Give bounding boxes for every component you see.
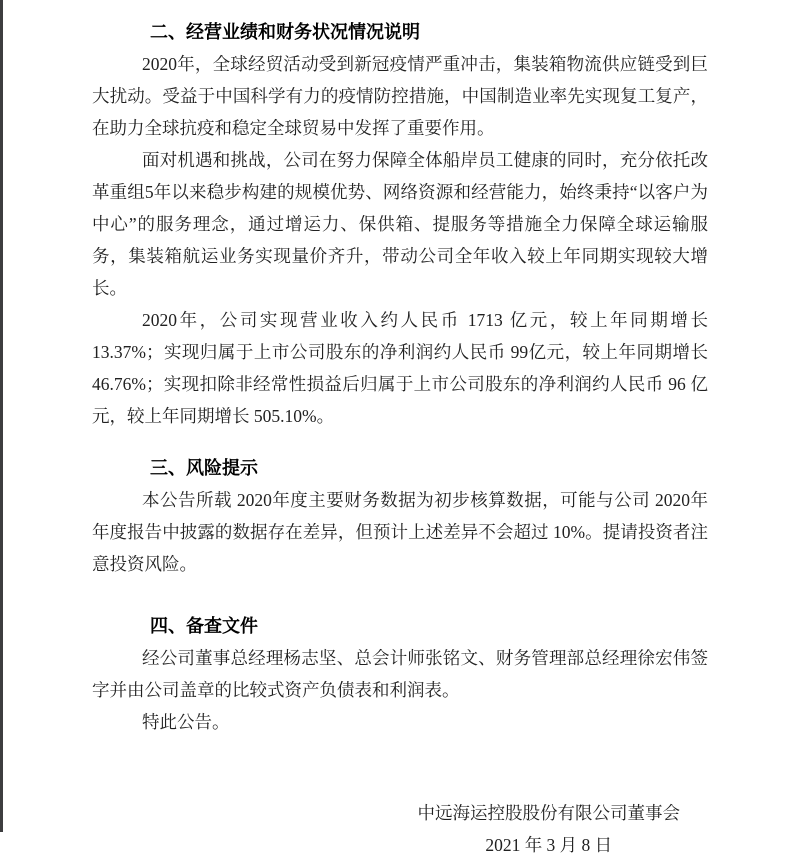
paragraph-financial-results: 2020年，公司实现营业收入约人民币 1713 亿元，较上年同期增长 13.37%；实现归属于上市公司股东的净利润约人民币 99亿元，较上年同期增长 46.76%；实现扣除非经常性损益后归属于上市公司股东的净利润约人民币 96 亿元，较上年同期增长 505.10%。 bbox=[92, 310, 708, 426]
paragraph-risk-statement: 本公告所载 2020年度主要财务数据为初步核算数据，可能与公司 2020年年度报告中披露的数据存在差异，但预计上述差异不会超过 10%。提请投资者注意投资风险。 bbox=[92, 490, 708, 574]
section-business-performance bbox=[92, 16, 708, 432]
signature-block bbox=[418, 797, 681, 861]
signature-date: 2021 年 3 月 8 日 bbox=[485, 835, 613, 855]
section-heading-business-performance: 二、经营业绩和财务状况情况说明 bbox=[150, 22, 420, 42]
section-heading-risk-notice: 三、风险提示 bbox=[150, 458, 258, 478]
paragraph-company-response: 面对机遇和挑战，公司在努力保障全体船岸员工健康的同时，充分依托改革重组5年以来稳步构建的规模优势、网络资源和经营能力，始终秉持“以客户为中心”的服务理念，通过增运力、保供箱、提服务等措施全力保障全球运输服务，集装箱航运业务实现量价齐升，带动公司全年收入较上年同期实现较大增长。 bbox=[92, 150, 708, 298]
section-risk-notice bbox=[92, 452, 708, 580]
paragraph-announcement-closing: 特此公告。 bbox=[142, 712, 230, 732]
section-reference-documents bbox=[92, 610, 708, 738]
page-left-edge-line bbox=[0, 0, 3, 832]
signature-company-name: 中远海运控股股份有限公司董事会 bbox=[417, 803, 680, 823]
section-heading-reference-documents: 四、备查文件 bbox=[150, 616, 258, 636]
paragraph-global-trade-impact: 2020年，全球经贸活动受到新冠疫情严重冲击，集装箱物流供应链受到巨大扰动。受益于中国科学有力的疫情防控措施，中国制造业率先实现复工复产，在助力全球抗疫和稳定全球贸易中发挥了重要作用。 bbox=[92, 54, 708, 138]
paragraph-reference-documents: 经公司董事总经理杨志坚、总会计师张铭文、财务管理部总经理徐宏伟签字并由公司盖章的比较式资产负债表和利润表。 bbox=[92, 648, 708, 700]
document-body bbox=[92, 16, 708, 861]
